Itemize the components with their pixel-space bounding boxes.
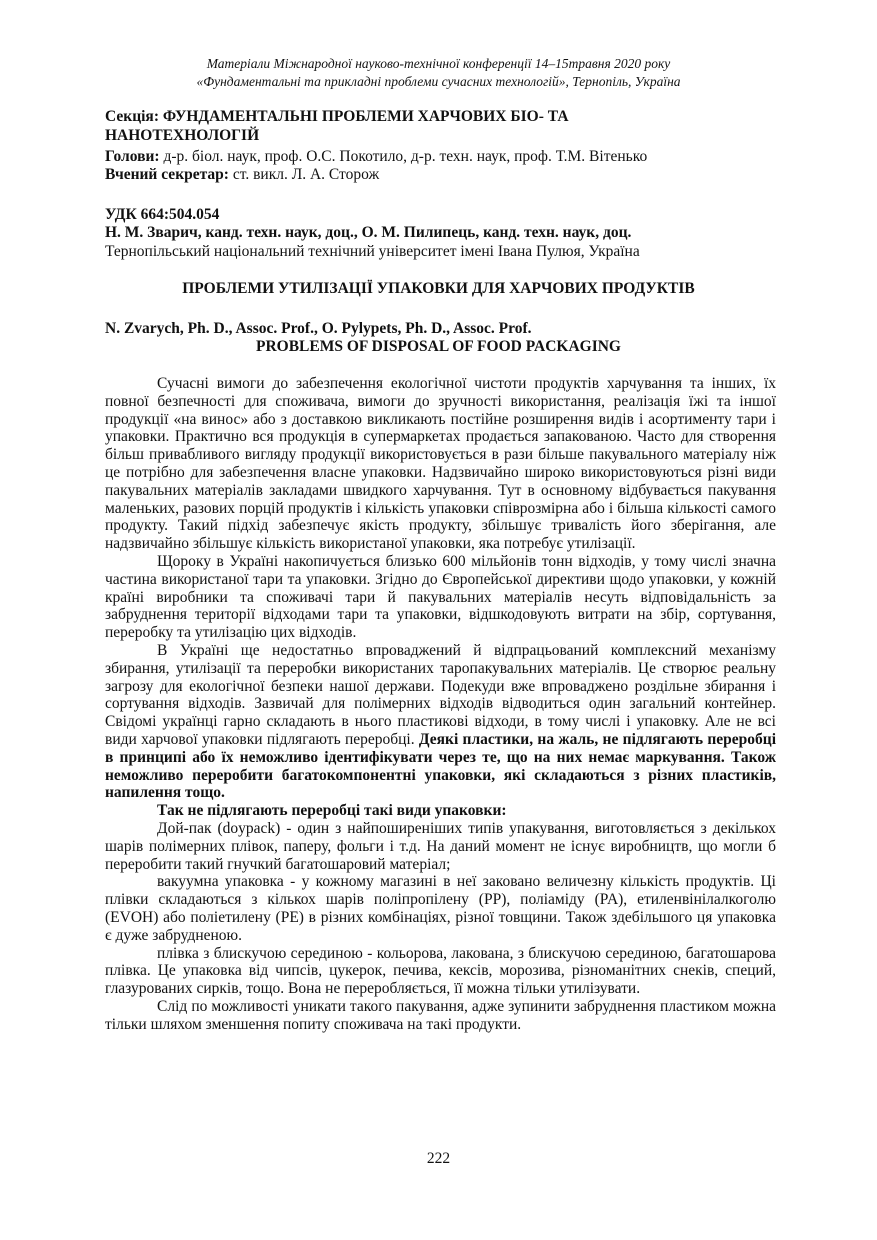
- article-title-en: PROBLEMS OF DISPOSAL OF FOOD PACKAGING: [256, 338, 621, 355]
- section-title-line-1: [105, 108, 775, 126]
- section-label: Секція:: [105, 108, 159, 125]
- paragraph: Слід по можливості уникати такого пакування, адже зупинити забруднення пластиком можна тільки шляхом зменшення попиту споживача на такі продукти.: [105, 997, 776, 1033]
- authors-en: N. Zvarych, Ph. D., Assoc. Prof., O. Pylypets, Ph. D., Assoc. Prof.: [105, 320, 532, 337]
- paragraph-text: В Україні ще недостатньо впроваджений й відпрацьований комплексний механізму збирання, утилізації та переробки використаних таропакувальних матеріалів. Це створює реальну загрозу для екологічної безпеки нашої держави. Подекуди вже впроваджено роздільне збирання і сортування відходів. Зазвичай для полімерних відходів відводиться один загальний контейнер. Свідомі українці гарно складають в нього пластикові відходи, в тому числі і упаковку. Але не всі види харчової упаковки підлягають переробці.: [105, 641, 776, 748]
- paragraph: Щороку в Україні накопичується близько 600 мільйонів тонн відходів, у тому числі значна частина використаної тари та упаковки. Згідно до Європейської директиви щодо упаковки, у кожній країні виробники та споживачі тари й пакувальних матеріалів несуть відповідальність за забруднення території відходами тари та упаковки, відшкодовують витрати на збір, сортування, переробку та утилізацію цих відходів.: [105, 552, 776, 642]
- paragraph: плівка з блискучою серединою - кольорова, лакована, з блискучою серединою, багатошарова плівка. Це упаковка від чипсів, цукерок, печива, кексів, морозива, різноманітних снеків, специй, глазурованих сирків, тощо. Вона не переробляється, її можна тільки утилізувати.: [105, 944, 776, 998]
- authors-uk: Н. М. Зварич, канд. техн. наук, доц., О. М. Пилипець, канд. техн. наук, доц.: [105, 224, 632, 241]
- secretary-value: ст. викл. Л. А. Сторож: [228, 166, 380, 183]
- section-heads: [105, 148, 775, 166]
- conference-header-line-1: Матеріали Міжнародної науково-технічної конференції 14–15травня 2020 року: [206, 56, 671, 71]
- secretary-label: Вчений секретар:: [105, 166, 229, 183]
- paragraph: Сучасні вимоги до забезпечення екологічної чистоти продуктів харчування та інших, їх повної безпечності для споживача, вимоги до зручності використання, реалізація їжі та іншої продукції «на винос» або з доставкою викликають постійне розширення видів і асортименту тари і упаковки. Практично вся продукція в супермаркетах продається запакованою. Часто для створення більш привабливого вигляду продукції використовується в рази більше пакувального матеріалу ніж це потрібно для забезпечення власне упаковки. Надзвичайно широко використовуються різні види пакувальних матеріалів закладами швидкого харчування. Тут в основному відбувається пакування маленьких, разових порцій продуктів і кількість упаковки співрозмірна або і більша кількості самого продукту. Такий підхід забезпечує якість продукту, збільшує тривалість його зберігання, але надзвичайно збільшує кількість використаної упаковки, яка потребує утилізації.: [105, 375, 776, 553]
- section-title-line-2: НАНОТЕХНОЛОГІЙ: [105, 127, 260, 144]
- paragraph: Дой-пак (doypack) - один з найпоширеніших типів упакування, виготовляється з декількох шарів полімерних плівок, паперу, фольги і т.д. На даний момент не існує виробництв, що могли б переробити такий гнучкий багатошаровий матеріал;: [105, 819, 776, 873]
- article-title-uk: ПРОБЛЕМИ УТИЛІЗАЦІЇ УПАКОВКИ ДЛЯ ХАРЧОВИХ ПРОДУКТІВ: [182, 280, 695, 297]
- paragraph: [105, 642, 776, 802]
- udk-code: УДК 664:504.054: [105, 206, 220, 223]
- heads-value: д-р. біол. наук, проф. О.С. Покотило, д-р. техн. наук, проф. Т.М. Вітенько: [159, 148, 648, 165]
- conference-header-line-2: «Фундаментальні та прикладні проблеми сучасних технологій», Тернопіль, Україна: [196, 74, 681, 89]
- section-title: ФУНДАМЕНТАЛЬНІ ПРОБЛЕМИ ХАРЧОВИХ БІО- ТА: [162, 108, 569, 125]
- section-secretary: [105, 166, 775, 184]
- affiliation: Тернопільський національний технічний університет імені Івана Пулюя, Україна: [105, 243, 640, 260]
- paragraph: вакуумна упаковка - у кожному магазині в неї заковано величезну кількість продуктів. Ці плівки складаються з кількох шарів поліпропілену (PP), поліаміду (PA), етиленвінілалкоголю (EVOH) або поліетилену (PE) в різних комбінаціях, різної товщини. Також здебільшого ця упаковка є дуже забрудненою.: [105, 873, 776, 944]
- heads-label: Голови:: [105, 148, 160, 165]
- article-body: [105, 375, 776, 1033]
- list-intro: Так не підлягають переробці такі види упаковки:: [157, 802, 507, 820]
- page-number: 222: [426, 1150, 451, 1167]
- paragraph-emphasis: Деякі пластики, на жаль, не підлягають переробці в принципі або їх неможливо ідентифікувати через те, що на них немає маркування. Також неможливо переробити багатокомпонентні упаковки, які складаються з різних пластиків, напилення тощо.: [105, 730, 777, 802]
